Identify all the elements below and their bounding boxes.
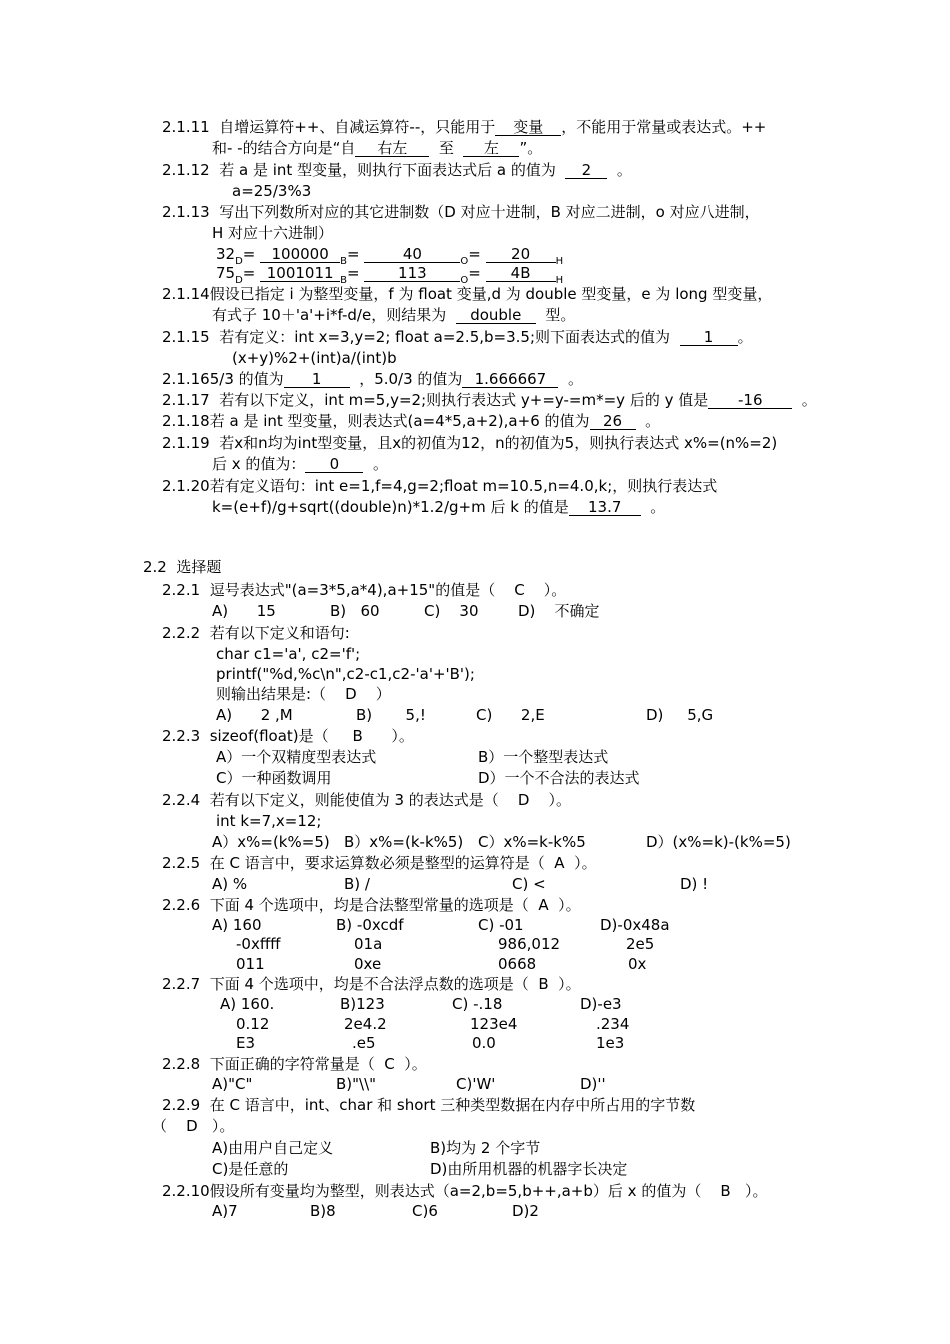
- q226-cell: 0xe: [354, 955, 382, 973]
- q2119-line1: 2.1.19 若x和n均为int型变量，且x的初值为12，n的初值为5，则执行表达式 x%=(n%=2): [162, 434, 778, 452]
- q2118-line: 2.1.18若 a 是 int 型变量，则表达式(a=4*5,a+2),a+6 的值为 26 。: [162, 412, 661, 430]
- answer-blank: 左: [463, 140, 519, 157]
- q221-option-b: B) 60: [330, 602, 380, 620]
- q226-cell: D)-0x48a: [600, 916, 670, 934]
- answer-blank: 1: [680, 329, 738, 346]
- q225-question: 2.2.5 在 C 语言中，要求运算数必须是整型的运算符是（ A ）。: [162, 854, 597, 872]
- q221-option-d: D) 不确定: [518, 602, 600, 620]
- q225-option-c: C) <: [512, 875, 546, 893]
- q223-option-b: B）一个整型表达式: [478, 748, 609, 766]
- q2114-line2: 有式子 10＋'a'+i*f-d/e，则结果为 double 型。: [212, 306, 576, 324]
- answer-blank: 113: [364, 265, 460, 282]
- q224-question: 2.2.4 若有以下定义，则能使值为 3 的表达式是（ D ）。: [162, 791, 571, 809]
- q222-code-line: char c1='a', c2='f';: [216, 645, 361, 663]
- q227-cell: A) 160.: [220, 995, 275, 1013]
- q227-cell: 0.12: [236, 1015, 270, 1033]
- q227-cell: E3: [236, 1034, 256, 1052]
- q225-option-b: B) /: [344, 875, 370, 893]
- q224-code-line: int k=7,x=12;: [216, 812, 322, 830]
- q222-option-c: C) 2,E: [476, 706, 545, 724]
- answer-blank: 20: [486, 246, 556, 263]
- q226-cell: 0668: [498, 955, 537, 973]
- q223-option-c: C）一种函数调用: [216, 769, 332, 787]
- q221-question: 2.2.1 逗号表达式"(a=3*5,a*4),a+15"的值是（ C ）。: [162, 581, 567, 599]
- section-heading: 2.2 选择题: [143, 558, 222, 576]
- q226-cell: 986,012: [498, 935, 561, 953]
- q221-option-a: A) 15: [212, 602, 276, 620]
- q228-option-c: C)'W': [456, 1075, 496, 1093]
- q229-question: 2.2.9 在 C 语言中，int、char 和 short 三种类型数据在内存中所占用的字节数: [162, 1096, 696, 1114]
- q229-answer: （ D ）。: [152, 1117, 235, 1135]
- q227-cell: B)123: [340, 995, 385, 1013]
- answer-blank: 13.7: [569, 499, 641, 516]
- answer-blank: 2: [565, 162, 607, 179]
- q224-option-b: B）x%=(k-k%5): [344, 833, 464, 851]
- q227-cell: .e5: [352, 1034, 376, 1052]
- q221-option-c: C) 30: [424, 602, 479, 620]
- q2210-option-b: B)8: [310, 1202, 336, 1220]
- q228-option-b: B)"\\": [336, 1075, 377, 1093]
- q2115-line1: 2.1.15 若有定义：int x=3,y=2; float a=2.5,b=3.5;则下面表达式的值为 1 。: [162, 328, 753, 346]
- q226-cell: 011: [236, 955, 265, 973]
- q2120-line2: k=(e+f)/g+sqrt((double)n)*1.2/g+m 后 k 的值是 13.7 。: [212, 498, 666, 516]
- q2113-row2: $75_D= 1001011$ $_B$= 113 $_O$= 4B $_H$: [216, 264, 564, 286]
- q226-cell: 0x: [628, 955, 647, 973]
- q227-cell: .234: [596, 1015, 630, 1033]
- q224-option-d: D）(x%=k)-(k%=5): [646, 833, 791, 851]
- q227-cell: 123e4: [470, 1015, 518, 1033]
- q2111-line2: 和- -的结合方向是“自 右左 至 左 ”。: [212, 139, 543, 157]
- answer-blank: 1001011: [260, 265, 340, 282]
- q223-option-d: D）一个不合法的表达式: [478, 769, 640, 787]
- q222-question: 2.2.2 若有以下定义和语句:: [162, 624, 350, 642]
- q227-cell: C) -.18: [452, 995, 503, 1013]
- q226-cell: 2e5: [626, 935, 655, 953]
- q226-cell: -0xffff: [236, 935, 281, 953]
- q222-option-b: B) 5,!: [356, 706, 426, 724]
- q227-cell: 0.0: [472, 1034, 496, 1052]
- answer-blank: 1.666667: [462, 371, 558, 388]
- q227-cell: 2e4.2: [344, 1015, 387, 1033]
- q229-option-b: B)均为 2 个字节: [430, 1139, 541, 1157]
- q229-option-c: C)是任意的: [212, 1160, 289, 1178]
- q227-cell: 1e3: [596, 1034, 625, 1052]
- q229-option-a: A)由用户自己定义: [212, 1139, 334, 1157]
- q2210-option-c: C)6: [412, 1202, 438, 1220]
- q226-cell: C) -01: [478, 916, 524, 934]
- q226-cell: 01a: [354, 935, 383, 953]
- answer-blank: 0: [305, 456, 363, 473]
- q2111-line1: 2.1.11 自增运算符++、自减运算符--，只能用于 变量 ，不能用于常量或表达式。++: [162, 118, 767, 136]
- q223-question: 2.2.3 sizeof(float)是（ B ）。: [162, 727, 414, 745]
- q228-option-d: D)'': [580, 1075, 606, 1093]
- q2113-row1: $32_D= 100000$ $_B$= 40 $_O$= 20 $_H$: [216, 245, 564, 267]
- q2116-line: 2.1.165/3 的值为 1 ，5.0/3 的值为 1.666667 。: [162, 370, 583, 388]
- q225-option-d: D) !: [680, 875, 709, 893]
- q224-option-c: C）x%=k-k%5: [478, 833, 586, 851]
- q226-cell: A) 160: [212, 916, 262, 934]
- answer-blank: 26: [590, 413, 636, 430]
- q2210-option-a: A)7: [212, 1202, 238, 1220]
- q226-cell: B) -0xcdf: [336, 916, 404, 934]
- q222-option-d: D) 5,G: [646, 706, 714, 724]
- q222-ask: 则输出结果是:（ D ）: [216, 685, 391, 703]
- answer-blank: 40: [364, 246, 460, 263]
- q2117-line: 2.1.17 若有以下定义，int m=5,y=2;则执行表达式 y+=y-=m*=y 后的 y 值是 -16 。: [162, 391, 817, 409]
- q223-option-a: A）一个双精度型表达式: [216, 748, 377, 766]
- q225-option-a: A) %: [212, 875, 248, 893]
- q228-question: 2.2.8 下面正确的字符常量是（ C ）。: [162, 1055, 427, 1073]
- answer-blank: double: [456, 307, 536, 324]
- q2112-expr: a=25/3%3: [232, 182, 312, 200]
- q2210-option-d: D)2: [512, 1202, 539, 1220]
- q2210-question: 2.2.10假设所有变量均为整型，则表达式（a=2,b=5,b++,a+b）后 x 的值为（ B ）。: [162, 1182, 768, 1200]
- answer-blank: 1: [284, 371, 350, 388]
- q2115-expr: (x+y)%2+(int)a/(int)b: [232, 349, 397, 367]
- q2113-line1: 2.1.13 写出下列数所对应的其它进制数（D 对应十进制，B 对应二进制，o 对应八进制，: [162, 203, 760, 221]
- q222-option-a: A) 2 ,M: [216, 706, 293, 724]
- q2114-line1: 2.1.14假设已指定 i 为整型变量，f 为 float 变量,d 为 double 型变量，e 为 long 型变量，: [162, 285, 773, 303]
- answer-blank: 100000: [260, 246, 340, 263]
- q2120-line1: 2.1.20若有定义语句：int e=1,f=4,g=2;float m=10.5,n=4.0,k;，则执行表达式: [162, 477, 718, 495]
- q227-question: 2.2.7 下面 4 个选项中，均是不合法浮点数的选项是（ B ）。: [162, 975, 581, 993]
- answer-blank: 右左: [355, 140, 429, 157]
- answer-blank: 4B: [486, 265, 556, 282]
- q2113-line2: H 对应十六进制）: [212, 224, 334, 242]
- q224-option-a: A）x%=(k%=5): [212, 833, 330, 851]
- q226-question: 2.2.6 下面 4 个选项中，均是合法整型常量的选项是（ A ）。: [162, 896, 581, 914]
- q228-option-a: A)"C": [212, 1075, 253, 1093]
- q222-code-line: printf("%d,%c\n",c2-c1,c2-'a'+'B');: [216, 665, 475, 683]
- answer-blank: 变量: [495, 119, 561, 136]
- q2119-line2: 后 x 的值为： 0 。: [212, 455, 388, 473]
- q227-cell: D)-e3: [580, 995, 622, 1013]
- answer-blank: -16: [708, 392, 792, 409]
- q2112-line1: 2.1.12 若 a 是 int 型变量，则执行下面表达式后 a 的值为 2 。: [162, 161, 632, 179]
- q229-option-d: D)由所用机器的机器字长决定: [430, 1160, 628, 1178]
